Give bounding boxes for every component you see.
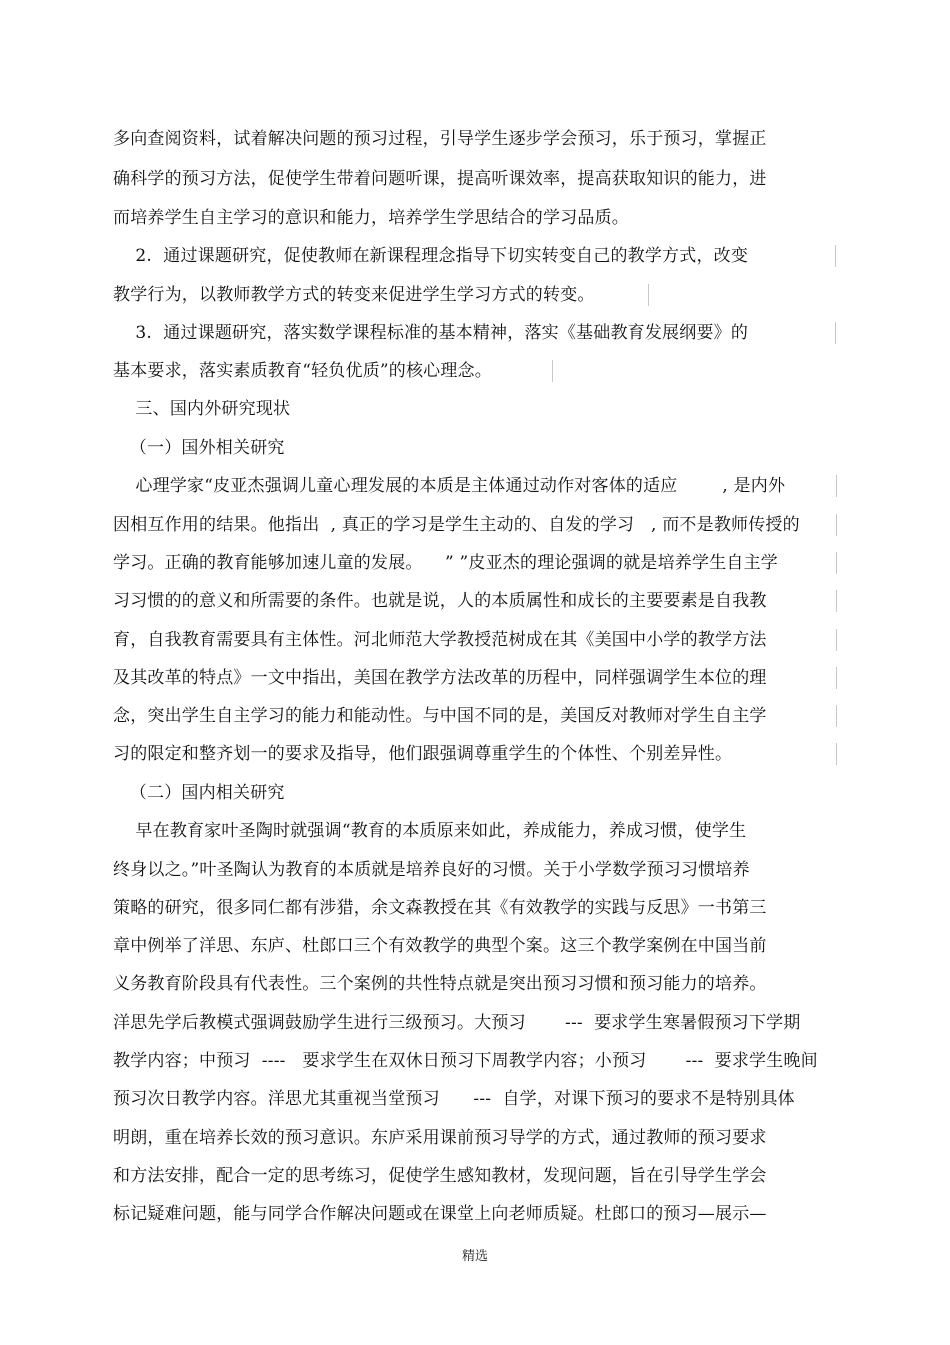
section-heading: 三、国内外研究现状 — [113, 399, 291, 419]
margin-mark — [836, 667, 837, 689]
margin-mark — [836, 629, 837, 651]
margin-mark — [835, 245, 836, 267]
body-line: 多向查阅资料，试着解决问题的预习过程，引导学生逐步学会预习，乐于预习，掌握正 — [113, 129, 767, 149]
margin-mark — [836, 475, 837, 497]
body-line: 基本要求，落实素质教育“轻负优质”的核心理念。 — [113, 361, 492, 381]
body-line: 念，突出学生自主学习的能力和能动性。与中国不同的是，美国反对教师对学生自主学 — [113, 706, 767, 726]
page-footer: 精选 — [461, 1249, 488, 1264]
body-line: 教学内容；中预习 ---- 要求学生在双休日预习下周教学内容；小预习 --- 要求学生晚间 — [113, 1051, 818, 1071]
body-line: 因相互作用的结果。他指出 , 真正的学习是学生主动的、自发的学习 , 而不是教师传授的 — [113, 515, 800, 535]
margin-mark — [648, 284, 649, 306]
body-line: 和方法安排，配合一定的思考练习，促使学生感知教材，发现问题，旨在引导学生学会 — [113, 1166, 767, 1186]
body-line: 习习惯的的意义和所需要的条件。也就是说，人的本质属性和成长的主要要素是自我教 — [113, 591, 767, 611]
body-line: 策略的研究，很多同仁都有涉猎，余文森教授在其《有效教学的实践与反思》一书第三 — [113, 898, 767, 918]
body-line: 确科学的预习方法，促使学生带着问题听课，提高听课效率，提高获取知识的能力，进 — [113, 169, 767, 189]
margin-mark — [836, 705, 837, 727]
body-line: 育，自我教育需要具有主体性。河北师范大学教授范树成在其《美国中小学的教学方法 — [113, 630, 767, 650]
subsection-heading: （二）国内相关研究 — [113, 783, 285, 803]
body-line: 及其改革的特点》一文中指出，美国在教学方法改革的历程中，同样强调学生本位的理 — [113, 668, 767, 688]
body-line: 洋思先学后教模式强调鼓励学生进行三级预习。大预习 --- 要求学生寒暑假预习下学期 — [113, 1013, 801, 1033]
margin-mark — [836, 590, 837, 612]
body-line: 学习。正确的教育能够加速儿童的发展。 ” ”皮亚杰的理论强调的就是培养学生自主学 — [113, 553, 778, 573]
margin-mark — [836, 743, 837, 765]
body-line: 早在教育家叶圣陶时就强调“教育的本质原来如此，养成能力，养成习惯，使学生 — [113, 821, 747, 841]
body-line: 标记疑难问题，能与同学合作解决问题或在课堂上向老师质疑。杜郎口的预习—展示— — [113, 1204, 767, 1224]
body-line: 而培养学生自主学习的意识和能力，培养学生学思结合的学习品质。 — [113, 208, 629, 228]
margin-mark — [836, 514, 837, 536]
margin-mark — [836, 552, 837, 574]
body-line: 2. 通过课题研究，促使教师在新课程理念指导下切实转变自己的教学方式，改变 — [113, 246, 749, 266]
body-line: 教学行为，以教师教学方式的转变来促进学生学习方式的转变。 — [113, 285, 595, 305]
body-line: 3. 通过课题研究，落实数学课程标准的基本精神，落实《基础教育发展纲要》的 — [113, 323, 749, 343]
body-line: 明朗，重在培养长效的预习意识。东庐采用课前预习导学的方式，通过教师的预习要求 — [113, 1128, 767, 1148]
subsection-heading: （一）国外相关研究 — [113, 438, 285, 458]
body-line: 章中例举了洋思、东庐、杜郎口三个有效教学的典型个案。这三个教学案例在中国当前 — [113, 936, 767, 956]
body-line: 心理学家“皮亚杰强调儿童心理发展的本质是主体通过动作对客体的适应 , 是内外 — [113, 476, 786, 496]
body-line: 预习次日教学内容。洋思尤其重视当堂预习 --- 自学，对课下预习的要求不是特别具体 — [113, 1089, 795, 1109]
body-line: 义务教育阶段具有代表性。三个案例的共性特点就是突出预习习惯和预习能力的培养。 — [113, 974, 767, 994]
body-line: 终身以之。”叶圣陶认为教育的本质就是培养良好的习惯。关于小学数学预习习惯培养 — [113, 860, 750, 880]
margin-mark — [552, 360, 553, 382]
body-line: 习的限定和整齐划一的要求及指导，他们跟强调尊重学生的个体性、个别差异性。 — [113, 744, 733, 764]
margin-mark — [835, 322, 836, 344]
